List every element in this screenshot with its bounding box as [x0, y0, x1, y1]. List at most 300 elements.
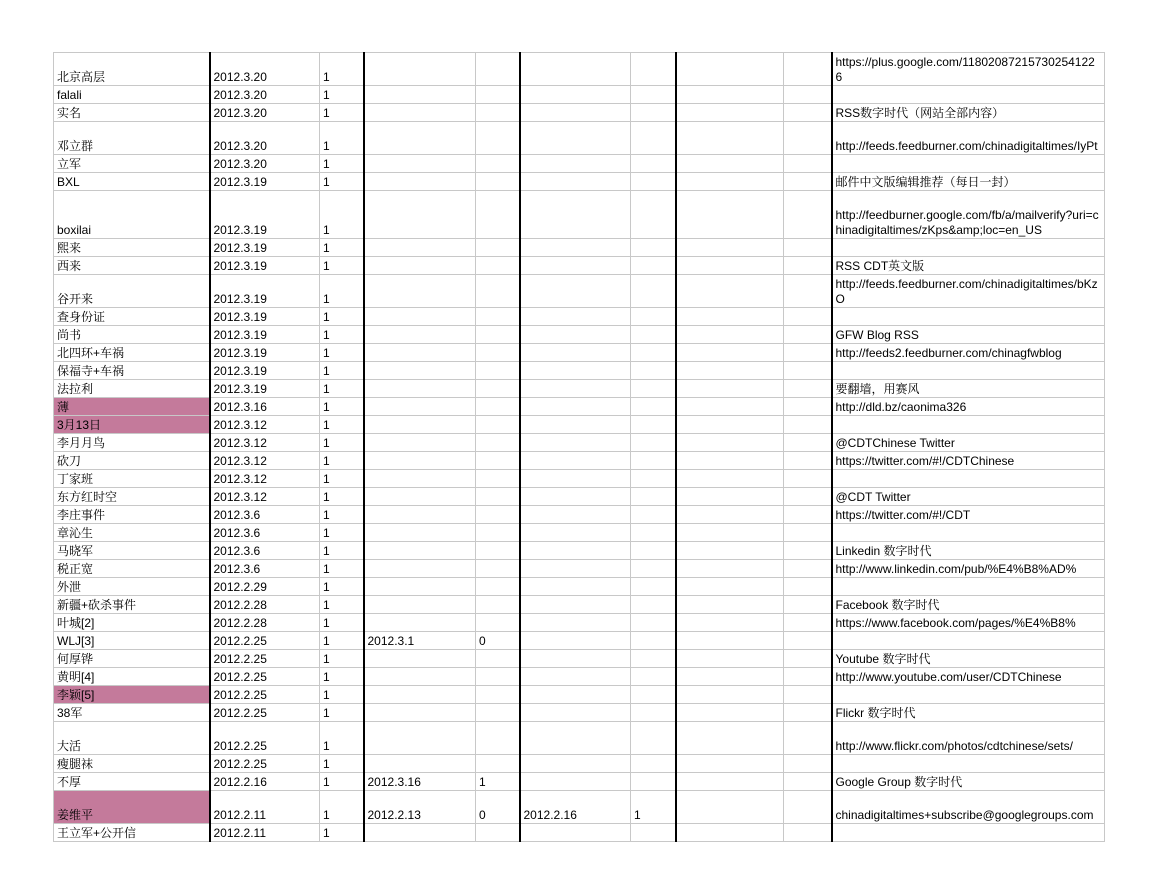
- date2-cell[interactable]: [364, 275, 476, 308]
- count4-cell[interactable]: [784, 191, 832, 239]
- count3-cell[interactable]: [631, 239, 676, 257]
- date4-cell[interactable]: [676, 416, 784, 434]
- date-cell[interactable]: 2012.3.19: [210, 362, 320, 380]
- date3-cell[interactable]: [520, 488, 631, 506]
- date3-cell[interactable]: [520, 86, 631, 104]
- link-cell[interactable]: [832, 578, 1105, 596]
- date3-cell[interactable]: [520, 53, 631, 86]
- count4-cell[interactable]: [784, 632, 832, 650]
- date-cell[interactable]: 2012.3.6: [210, 524, 320, 542]
- date3-cell[interactable]: [520, 650, 631, 668]
- link-cell[interactable]: RSS数字时代（网站全部内容）: [832, 104, 1105, 122]
- keyword-cell[interactable]: 李月月鸟: [54, 434, 210, 452]
- count2-cell[interactable]: [476, 824, 520, 842]
- count2-cell[interactable]: 1: [476, 773, 520, 791]
- count4-cell[interactable]: [784, 86, 832, 104]
- count4-cell[interactable]: [784, 773, 832, 791]
- link-cell[interactable]: chinadigitaltimes+subscribe@googlegroups.com: [832, 791, 1105, 824]
- count-cell[interactable]: 1: [320, 308, 364, 326]
- keyword-cell[interactable]: 瘦腿袜: [54, 755, 210, 773]
- count-cell[interactable]: 1: [320, 86, 364, 104]
- date3-cell[interactable]: [520, 524, 631, 542]
- count3-cell[interactable]: [631, 191, 676, 239]
- count3-cell[interactable]: [631, 362, 676, 380]
- keyword-cell[interactable]: 查身份证: [54, 308, 210, 326]
- keyword-cell[interactable]: 姜维平: [54, 791, 210, 824]
- date3-cell[interactable]: [520, 308, 631, 326]
- count3-cell[interactable]: [631, 104, 676, 122]
- count2-cell[interactable]: 0: [476, 632, 520, 650]
- date4-cell[interactable]: [676, 53, 784, 86]
- count2-cell[interactable]: [476, 560, 520, 578]
- date4-cell[interactable]: [676, 578, 784, 596]
- date4-cell[interactable]: [676, 668, 784, 686]
- count-cell[interactable]: 1: [320, 344, 364, 362]
- count-cell[interactable]: 1: [320, 452, 364, 470]
- link-cell[interactable]: @CDT Twitter: [832, 488, 1105, 506]
- count2-cell[interactable]: [476, 239, 520, 257]
- count-cell[interactable]: 1: [320, 668, 364, 686]
- link-cell[interactable]: Google Group 数字时代: [832, 773, 1105, 791]
- count2-cell[interactable]: [476, 650, 520, 668]
- link-cell[interactable]: http://feedburner.google.com/fb/a/mailverify?uri=chinadigitaltimes/zKps&amp;loc=en_US: [832, 191, 1105, 239]
- date3-cell[interactable]: [520, 704, 631, 722]
- date3-cell[interactable]: [520, 824, 631, 842]
- date3-cell[interactable]: [520, 506, 631, 524]
- date4-cell[interactable]: [676, 191, 784, 239]
- count-cell[interactable]: 1: [320, 122, 364, 155]
- date3-cell[interactable]: [520, 614, 631, 632]
- count4-cell[interactable]: [784, 578, 832, 596]
- date4-cell[interactable]: [676, 308, 784, 326]
- date-cell[interactable]: 2012.3.12: [210, 416, 320, 434]
- count4-cell[interactable]: [784, 755, 832, 773]
- link-cell[interactable]: http://dld.bz/caonima326: [832, 398, 1105, 416]
- count4-cell[interactable]: [784, 398, 832, 416]
- count4-cell[interactable]: [784, 560, 832, 578]
- keyword-cell[interactable]: 叶城[2]: [54, 614, 210, 632]
- keyword-cell[interactable]: 北京高层: [54, 53, 210, 86]
- date2-cell[interactable]: [364, 614, 476, 632]
- keyword-cell[interactable]: 薄: [54, 398, 210, 416]
- count2-cell[interactable]: [476, 275, 520, 308]
- count2-cell[interactable]: [476, 86, 520, 104]
- link-cell[interactable]: [832, 755, 1105, 773]
- date2-cell[interactable]: [364, 686, 476, 704]
- count4-cell[interactable]: [784, 308, 832, 326]
- count-cell[interactable]: 1: [320, 275, 364, 308]
- count2-cell[interactable]: [476, 362, 520, 380]
- link-cell[interactable]: Linkedin 数字时代: [832, 542, 1105, 560]
- date2-cell[interactable]: [364, 362, 476, 380]
- link-cell[interactable]: http://feeds.feedburner.com/chinadigitaltimes/IyPt: [832, 122, 1105, 155]
- date2-cell[interactable]: [364, 722, 476, 755]
- date2-cell[interactable]: [364, 239, 476, 257]
- date4-cell[interactable]: [676, 542, 784, 560]
- count4-cell[interactable]: [784, 239, 832, 257]
- link-cell[interactable]: https://twitter.com/#!/CDT: [832, 506, 1105, 524]
- date3-cell[interactable]: [520, 632, 631, 650]
- date4-cell[interactable]: [676, 362, 784, 380]
- count4-cell[interactable]: [784, 380, 832, 398]
- keyword-cell[interactable]: 西来: [54, 257, 210, 275]
- keyword-cell[interactable]: 保福寺+车祸: [54, 362, 210, 380]
- keyword-cell[interactable]: 马晓军: [54, 542, 210, 560]
- date-cell[interactable]: 2012.3.16: [210, 398, 320, 416]
- count-cell[interactable]: 1: [320, 380, 364, 398]
- date-cell[interactable]: 2012.3.20: [210, 122, 320, 155]
- count-cell[interactable]: 1: [320, 53, 364, 86]
- date3-cell[interactable]: [520, 344, 631, 362]
- count3-cell[interactable]: [631, 416, 676, 434]
- date3-cell[interactable]: [520, 257, 631, 275]
- count-cell[interactable]: 1: [320, 434, 364, 452]
- date4-cell[interactable]: [676, 614, 784, 632]
- count-cell[interactable]: 1: [320, 191, 364, 239]
- count3-cell[interactable]: [631, 578, 676, 596]
- keyword-cell[interactable]: 李庄事件: [54, 506, 210, 524]
- count4-cell[interactable]: [784, 326, 832, 344]
- count4-cell[interactable]: [784, 122, 832, 155]
- count3-cell[interactable]: [631, 596, 676, 614]
- count2-cell[interactable]: [476, 173, 520, 191]
- date3-cell[interactable]: [520, 755, 631, 773]
- date3-cell[interactable]: [520, 560, 631, 578]
- count-cell[interactable]: 1: [320, 704, 364, 722]
- date4-cell[interactable]: [676, 650, 784, 668]
- date-cell[interactable]: 2012.3.6: [210, 542, 320, 560]
- link-cell[interactable]: [832, 308, 1105, 326]
- date4-cell[interactable]: [676, 452, 784, 470]
- date4-cell[interactable]: [676, 722, 784, 755]
- count3-cell[interactable]: [631, 155, 676, 173]
- count-cell[interactable]: 1: [320, 470, 364, 488]
- count4-cell[interactable]: [784, 416, 832, 434]
- date2-cell[interactable]: [364, 173, 476, 191]
- link-cell[interactable]: [832, 470, 1105, 488]
- date-cell[interactable]: 2012.2.25: [210, 686, 320, 704]
- count2-cell[interactable]: [476, 488, 520, 506]
- link-cell[interactable]: http://www.flickr.com/photos/cdtchinese/sets/: [832, 722, 1105, 755]
- link-cell[interactable]: Facebook 数字时代: [832, 596, 1105, 614]
- date-cell[interactable]: 2012.2.25: [210, 632, 320, 650]
- count2-cell[interactable]: [476, 470, 520, 488]
- count4-cell[interactable]: [784, 452, 832, 470]
- count3-cell[interactable]: [631, 173, 676, 191]
- date-cell[interactable]: 2012.3.20: [210, 155, 320, 173]
- date4-cell[interactable]: [676, 380, 784, 398]
- date3-cell[interactable]: [520, 773, 631, 791]
- keyword-cell[interactable]: 李颖[5]: [54, 686, 210, 704]
- count2-cell[interactable]: [476, 578, 520, 596]
- link-cell[interactable]: [832, 416, 1105, 434]
- count4-cell[interactable]: [784, 524, 832, 542]
- keyword-cell[interactable]: 实名: [54, 104, 210, 122]
- date-cell[interactable]: 2012.3.12: [210, 434, 320, 452]
- count-cell[interactable]: 1: [320, 239, 364, 257]
- date4-cell[interactable]: [676, 560, 784, 578]
- count3-cell[interactable]: [631, 824, 676, 842]
- date-cell[interactable]: 2012.3.19: [210, 380, 320, 398]
- link-cell[interactable]: https://twitter.com/#!/CDTChinese: [832, 452, 1105, 470]
- count4-cell[interactable]: [784, 173, 832, 191]
- date-cell[interactable]: 2012.3.6: [210, 560, 320, 578]
- count3-cell[interactable]: [631, 488, 676, 506]
- date3-cell[interactable]: [520, 470, 631, 488]
- count2-cell[interactable]: [476, 686, 520, 704]
- count3-cell[interactable]: [631, 344, 676, 362]
- keyword-cell[interactable]: boxilai: [54, 191, 210, 239]
- date2-cell[interactable]: [364, 470, 476, 488]
- date3-cell[interactable]: [520, 578, 631, 596]
- date2-cell[interactable]: [364, 308, 476, 326]
- count-cell[interactable]: 1: [320, 560, 364, 578]
- count2-cell[interactable]: [476, 755, 520, 773]
- count2-cell[interactable]: [476, 722, 520, 755]
- link-cell[interactable]: @CDTChinese Twitter: [832, 434, 1105, 452]
- date-cell[interactable]: 2012.2.25: [210, 722, 320, 755]
- link-cell[interactable]: [832, 155, 1105, 173]
- date-cell[interactable]: 2012.3.20: [210, 104, 320, 122]
- date4-cell[interactable]: [676, 257, 784, 275]
- keyword-cell[interactable]: BXL: [54, 173, 210, 191]
- keyword-cell[interactable]: 不厚: [54, 773, 210, 791]
- date3-cell[interactable]: [520, 380, 631, 398]
- count3-cell[interactable]: [631, 308, 676, 326]
- date3-cell[interactable]: [520, 155, 631, 173]
- date4-cell[interactable]: [676, 344, 784, 362]
- keyword-cell[interactable]: 黄明[4]: [54, 668, 210, 686]
- date2-cell[interactable]: [364, 104, 476, 122]
- count-cell[interactable]: 1: [320, 824, 364, 842]
- count-cell[interactable]: 1: [320, 524, 364, 542]
- keyword-cell[interactable]: 大活: [54, 722, 210, 755]
- count3-cell[interactable]: 1: [631, 791, 676, 824]
- count4-cell[interactable]: [784, 434, 832, 452]
- count-cell[interactable]: 1: [320, 398, 364, 416]
- date4-cell[interactable]: [676, 755, 784, 773]
- count2-cell[interactable]: [476, 122, 520, 155]
- count2-cell[interactable]: [476, 524, 520, 542]
- date3-cell[interactable]: [520, 686, 631, 704]
- count3-cell[interactable]: [631, 257, 676, 275]
- count2-cell[interactable]: [476, 668, 520, 686]
- date2-cell[interactable]: [364, 488, 476, 506]
- date4-cell[interactable]: [676, 704, 784, 722]
- count2-cell[interactable]: [476, 704, 520, 722]
- link-cell[interactable]: [832, 86, 1105, 104]
- date4-cell[interactable]: [676, 824, 784, 842]
- date-cell[interactable]: 2012.2.25: [210, 650, 320, 668]
- count3-cell[interactable]: [631, 668, 676, 686]
- link-cell[interactable]: http://www.youtube.com/user/CDTChinese: [832, 668, 1105, 686]
- count2-cell[interactable]: [476, 257, 520, 275]
- date3-cell[interactable]: [520, 275, 631, 308]
- count3-cell[interactable]: [631, 614, 676, 632]
- count-cell[interactable]: 1: [320, 362, 364, 380]
- keyword-cell[interactable]: 熙来: [54, 239, 210, 257]
- date2-cell[interactable]: [364, 434, 476, 452]
- date3-cell[interactable]: [520, 173, 631, 191]
- link-cell[interactable]: [832, 524, 1105, 542]
- date2-cell[interactable]: [364, 560, 476, 578]
- date4-cell[interactable]: [676, 86, 784, 104]
- date3-cell[interactable]: [520, 416, 631, 434]
- date4-cell[interactable]: [676, 155, 784, 173]
- date-cell[interactable]: 2012.3.12: [210, 488, 320, 506]
- count-cell[interactable]: 1: [320, 488, 364, 506]
- count2-cell[interactable]: [476, 380, 520, 398]
- date2-cell[interactable]: [364, 344, 476, 362]
- date2-cell[interactable]: [364, 506, 476, 524]
- count4-cell[interactable]: [784, 722, 832, 755]
- count4-cell[interactable]: [784, 275, 832, 308]
- date-cell[interactable]: 2012.2.29: [210, 578, 320, 596]
- link-cell[interactable]: [832, 362, 1105, 380]
- count4-cell[interactable]: [784, 542, 832, 560]
- count3-cell[interactable]: [631, 704, 676, 722]
- date4-cell[interactable]: [676, 326, 784, 344]
- date2-cell[interactable]: [364, 122, 476, 155]
- date4-cell[interactable]: [676, 239, 784, 257]
- date-cell[interactable]: 2012.2.11: [210, 791, 320, 824]
- date4-cell[interactable]: [676, 488, 784, 506]
- count4-cell[interactable]: [784, 668, 832, 686]
- date2-cell[interactable]: [364, 668, 476, 686]
- date2-cell[interactable]: [364, 86, 476, 104]
- link-cell[interactable]: GFW Blog RSS: [832, 326, 1105, 344]
- date3-cell[interactable]: [520, 434, 631, 452]
- count4-cell[interactable]: [784, 596, 832, 614]
- date3-cell[interactable]: [520, 722, 631, 755]
- date2-cell[interactable]: [364, 191, 476, 239]
- count2-cell[interactable]: [476, 155, 520, 173]
- date4-cell[interactable]: [676, 506, 784, 524]
- date-cell[interactable]: 2012.2.16: [210, 773, 320, 791]
- keyword-cell[interactable]: 税正宽: [54, 560, 210, 578]
- count2-cell[interactable]: [476, 53, 520, 86]
- date4-cell[interactable]: [676, 122, 784, 155]
- date-cell[interactable]: 2012.2.25: [210, 755, 320, 773]
- keyword-cell[interactable]: WLJ[3]: [54, 632, 210, 650]
- date2-cell[interactable]: [364, 398, 476, 416]
- date3-cell[interactable]: [520, 191, 631, 239]
- date-cell[interactable]: 2012.3.12: [210, 470, 320, 488]
- date2-cell[interactable]: 2012.2.13: [364, 791, 476, 824]
- count3-cell[interactable]: [631, 686, 676, 704]
- keyword-cell[interactable]: 章沁生: [54, 524, 210, 542]
- count2-cell[interactable]: [476, 542, 520, 560]
- count3-cell[interactable]: [631, 542, 676, 560]
- count-cell[interactable]: 1: [320, 542, 364, 560]
- count-cell[interactable]: 1: [320, 596, 364, 614]
- count3-cell[interactable]: [631, 434, 676, 452]
- date3-cell[interactable]: [520, 239, 631, 257]
- link-cell[interactable]: 要翻墙，用赛风: [832, 380, 1105, 398]
- keyword-cell[interactable]: 砍刀: [54, 452, 210, 470]
- date4-cell[interactable]: [676, 398, 784, 416]
- date2-cell[interactable]: 2012.3.1: [364, 632, 476, 650]
- date3-cell[interactable]: [520, 104, 631, 122]
- count2-cell[interactable]: [476, 614, 520, 632]
- count3-cell[interactable]: [631, 53, 676, 86]
- count3-cell[interactable]: [631, 470, 676, 488]
- count2-cell[interactable]: [476, 416, 520, 434]
- keyword-cell[interactable]: 丁家班: [54, 470, 210, 488]
- link-cell[interactable]: [832, 686, 1105, 704]
- count4-cell[interactable]: [784, 824, 832, 842]
- link-cell[interactable]: [832, 632, 1105, 650]
- keyword-cell[interactable]: 新疆+砍杀事件: [54, 596, 210, 614]
- date-cell[interactable]: 2012.3.19: [210, 326, 320, 344]
- keyword-cell[interactable]: 王立军+公开信: [54, 824, 210, 842]
- date-cell[interactable]: 2012.3.20: [210, 53, 320, 86]
- date3-cell[interactable]: [520, 122, 631, 155]
- count3-cell[interactable]: [631, 122, 676, 155]
- count-cell[interactable]: 1: [320, 326, 364, 344]
- date3-cell[interactable]: [520, 398, 631, 416]
- date4-cell[interactable]: [676, 275, 784, 308]
- count3-cell[interactable]: [631, 275, 676, 308]
- date-cell[interactable]: 2012.2.28: [210, 614, 320, 632]
- date2-cell[interactable]: [364, 380, 476, 398]
- count-cell[interactable]: 1: [320, 614, 364, 632]
- date2-cell[interactable]: [364, 524, 476, 542]
- date2-cell[interactable]: [364, 257, 476, 275]
- date4-cell[interactable]: [676, 434, 784, 452]
- count3-cell[interactable]: [631, 650, 676, 668]
- count4-cell[interactable]: [784, 614, 832, 632]
- count4-cell[interactable]: [784, 704, 832, 722]
- keyword-cell[interactable]: 38军: [54, 704, 210, 722]
- date-cell[interactable]: 2012.3.19: [210, 257, 320, 275]
- date4-cell[interactable]: [676, 773, 784, 791]
- count3-cell[interactable]: [631, 506, 676, 524]
- count2-cell[interactable]: [476, 344, 520, 362]
- count2-cell[interactable]: [476, 308, 520, 326]
- count4-cell[interactable]: [784, 344, 832, 362]
- keyword-cell[interactable]: 外泄: [54, 578, 210, 596]
- count4-cell[interactable]: [784, 650, 832, 668]
- count2-cell[interactable]: [476, 191, 520, 239]
- date3-cell[interactable]: [520, 668, 631, 686]
- date4-cell[interactable]: [676, 632, 784, 650]
- date2-cell[interactable]: [364, 596, 476, 614]
- count-cell[interactable]: 1: [320, 155, 364, 173]
- count3-cell[interactable]: [631, 86, 676, 104]
- keyword-cell[interactable]: 何厚铧: [54, 650, 210, 668]
- link-cell[interactable]: RSS CDT英文版: [832, 257, 1105, 275]
- date-cell[interactable]: 2012.3.19: [210, 191, 320, 239]
- date2-cell[interactable]: [364, 755, 476, 773]
- date4-cell[interactable]: [676, 524, 784, 542]
- count3-cell[interactable]: [631, 452, 676, 470]
- count-cell[interactable]: 1: [320, 686, 364, 704]
- count3-cell[interactable]: [631, 524, 676, 542]
- date-cell[interactable]: 2012.3.19: [210, 308, 320, 326]
- keyword-cell[interactable]: 法拉利: [54, 380, 210, 398]
- date2-cell[interactable]: [364, 326, 476, 344]
- link-cell[interactable]: Flickr 数字时代: [832, 704, 1105, 722]
- count-cell[interactable]: 1: [320, 755, 364, 773]
- count3-cell[interactable]: [631, 632, 676, 650]
- count-cell[interactable]: 1: [320, 104, 364, 122]
- date3-cell[interactable]: [520, 362, 631, 380]
- count-cell[interactable]: 1: [320, 257, 364, 275]
- date3-cell[interactable]: [520, 452, 631, 470]
- link-cell[interactable]: https://plus.google.com/118020872157302541226: [832, 53, 1105, 86]
- link-cell[interactable]: [832, 239, 1105, 257]
